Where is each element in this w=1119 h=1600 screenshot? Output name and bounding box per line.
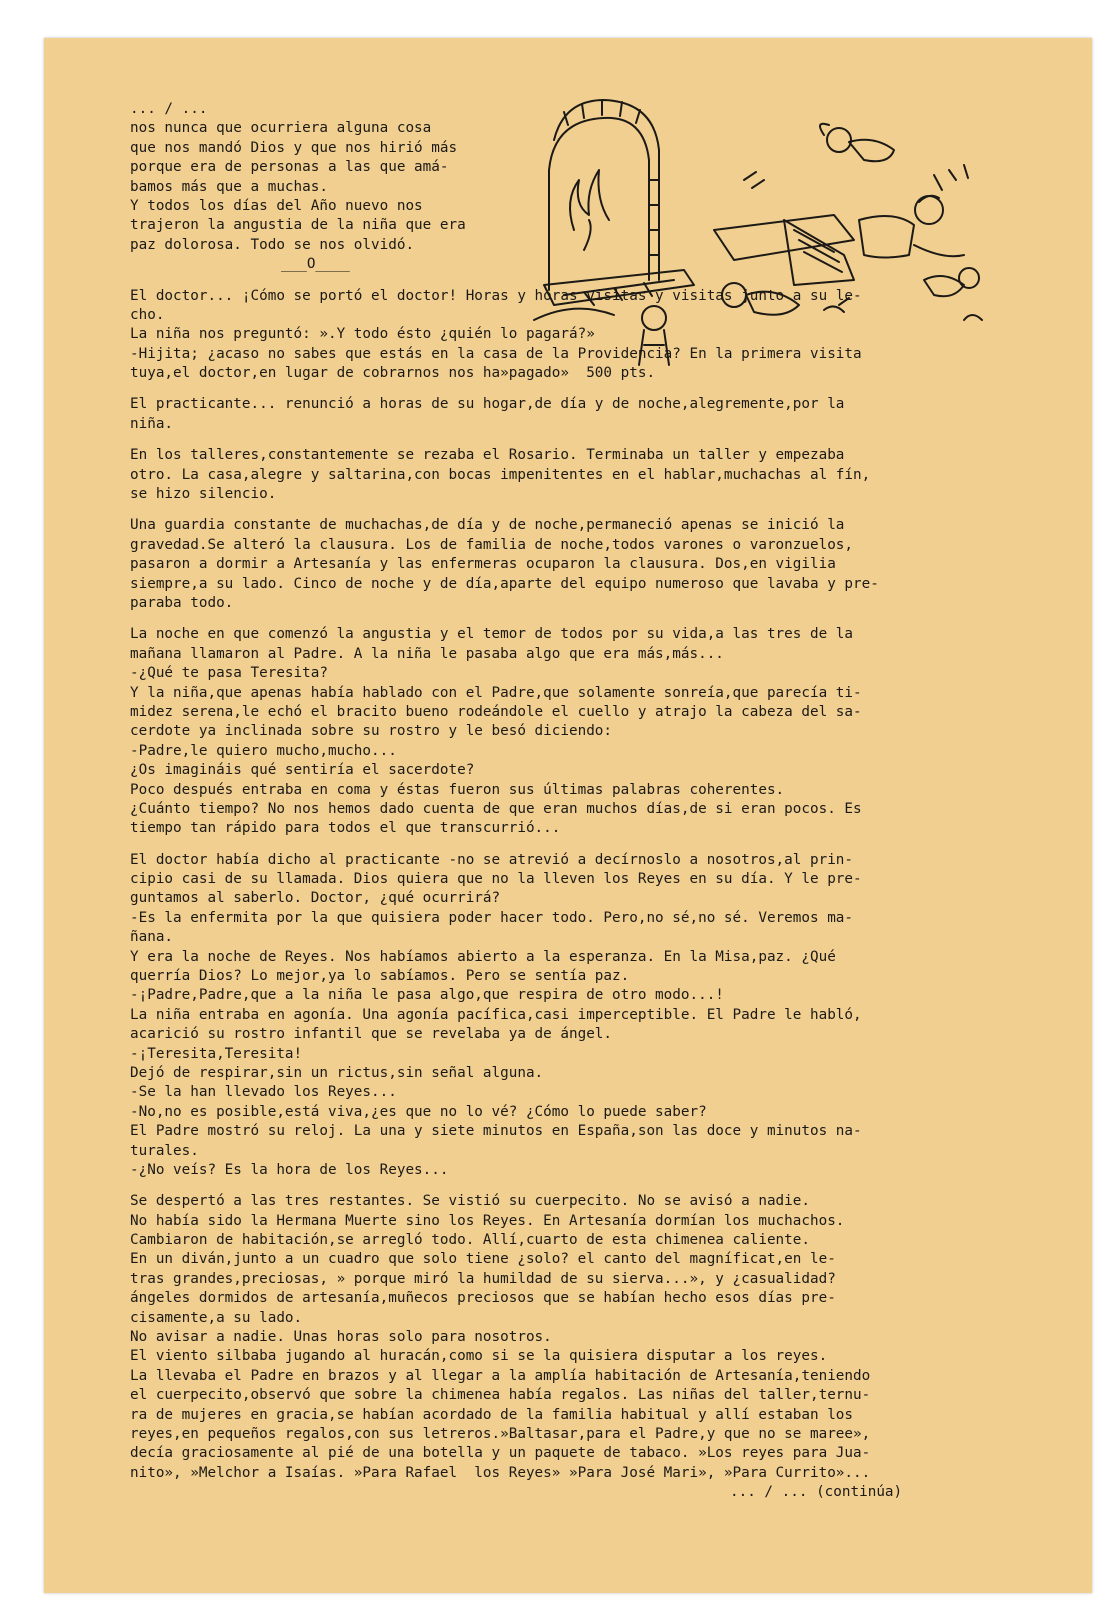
text-line: Una guardia constante de muchachas,de día y de noche,permaneció apenas se inició la <box>130 517 845 534</box>
text-line: porque era de personas a las que amá- <box>130 159 449 176</box>
text-line: El doctor había dicho al practicante -no se atrevió a decírnoslo a nosotros,al prin- <box>130 851 854 868</box>
text-line: cerdote ya inclinada sobre su rostro y le besó diciendo: <box>130 723 613 740</box>
text-line: Y era la noche de Reyes. Nos habíamos abierto a la esperanza. En la Misa,paz. ¿Qué <box>130 948 836 965</box>
text-line: paraba todo. <box>130 594 234 611</box>
text-line: tras grandes,preciosas, » porque miró la humildad de su sierva...», y ¿casualidad? <box>130 1270 836 1287</box>
text-line: No había sido la Hermana Muerte sino los Reyes. En Artesanía dormían los muchachos. <box>130 1212 845 1229</box>
text-line: El Padre mostró su reloj. La una y siete minutos en España,son las doce y minutos na- <box>130 1123 862 1140</box>
text-line: trajeron la angustia de la niña que era <box>130 217 466 234</box>
text-line: Y la niña,que apenas había hablado con el Padre,que solamente sonreía,que parecía ti- <box>130 684 862 701</box>
text-line: La llevaba el Padre en brazos y al llegar a la amplía habitación de Artesanía,teniendo <box>130 1367 871 1384</box>
text-line: El practicante... renunció a horas de su hogar,de día y de noche,alegremente,por la <box>130 396 845 413</box>
text-line: querría Dios? Lo mejor,ya lo sabíamos. Pero se sentía paz. <box>130 968 630 985</box>
continuation-footer: ... / ... (continúa) <box>730 1484 903 1501</box>
text-line: -Hijita; ¿acaso no sabes que estás en la casa de la Providencia? En la primera visita <box>130 345 862 362</box>
text-line: paz dolorosa. Todo se nos olvidó. <box>130 236 415 253</box>
text-line: Poco después entraba en coma y éstas fueron sus últimas palabras coherentes. <box>130 781 785 798</box>
text-line: -¿No veís? Es la hora de los Reyes... <box>130 1161 449 1178</box>
text-line: -No,no es posible,está viva,¿es que no lo vé? ¿Cómo lo puede saber? <box>130 1103 707 1120</box>
text-line: -Se la han llevado los Reyes... <box>130 1084 397 1101</box>
text-line: ¿Os imagináis qué sentiría el sacerdote? <box>130 762 475 779</box>
text-line: ¿Cuánto tiempo? No nos hemos dado cuenta de que eran muchos días,de si eran pocos. Es <box>130 800 862 817</box>
text-line: otro. La casa,alegre y saltarina,con bocas impenitentes en el hablar,muchachas al fín, <box>130 466 871 483</box>
text-line: -¡Padre,Padre,que a la niña le pasa algo,que respira de otro modo...! <box>130 987 724 1004</box>
text-line: mañana llamaron al Padre. A la niña le pasaba algo que era más,más... <box>130 645 724 662</box>
document-page <box>44 38 1092 1593</box>
text-line: La niña nos preguntó: ».Y todo ésto ¿quién lo pagará?» <box>130 326 595 343</box>
text-line: nito», »Melchor a Isaías. »Para Rafael los Reyes» »Para José Mari», »Para Currito»... <box>130 1464 871 1481</box>
archive-watermark <box>724 1508 1024 1578</box>
typed-letter <box>130 100 1010 1503</box>
text-line: -Padre,le quiero mucho,mucho... <box>130 742 397 759</box>
text-line: Y todos los días del Año nuevo nos <box>130 197 423 214</box>
text-line: No avisar a nadie. Unas horas solo para nosotros. <box>130 1329 552 1346</box>
text-line: que nos mandó Dios y que nos hirió más <box>130 139 458 156</box>
text-line: cho. <box>130 306 165 323</box>
text-line: nos nunca que ocurriera alguna cosa <box>130 120 432 137</box>
text-line: guntamos al saberlo. Doctor, ¿qué ocurrirá? <box>130 890 501 907</box>
text-line: se hizo silencio. <box>130 486 277 503</box>
text-line: La noche en que comenzó la angustia y el temor de todos por su vida,a las tres de la <box>130 626 854 643</box>
text-line: tuya,el doctor,en lugar de cobrarnos nos ha»pagado» 500 pts. <box>130 365 656 382</box>
text-line: pasaron a dormir a Artesanía y las enfermeras ocuparon la clausura. Dos,en vigilia <box>130 556 836 573</box>
text-line: decía graciosamente al pié de una botella y un paquete de tabaco. »Los reyes para Jua- <box>130 1445 871 1462</box>
text-line: El doctor... ¡Cómo se portó el doctor! Horas y horas visitas y visitas junto a su le- <box>130 287 862 304</box>
text-line: siempre,a su lado. Cinco de noche y de día,aparte del equipo numeroso que lavaba y pre- <box>130 575 879 592</box>
text-line: -¿Qué te pasa Teresita? <box>130 665 328 682</box>
text-line: En los talleres,constantemente se rezaba el Rosario. Terminaba un taller y empezaba <box>130 447 845 464</box>
text-line: Cambiaron de habitación,se arregló todo. Allí,cuarto de esta chimenea caliente. <box>130 1232 810 1249</box>
text-line: reyes,en pequeños regalos,con sus letreros.»Baltasar,para el Padre,y que no se maree», <box>130 1426 871 1442</box>
text-line: midez serena,le echó el bracito bueno rodeándole el cuello y atrajo la cabeza del sa- <box>130 703 862 720</box>
text-line: ñana. <box>130 929 174 946</box>
text-line: gravedad.Se alteró la clausura. Los de familia de noche,todos varones o varonzuelos, <box>130 536 854 553</box>
text-line: ra de mujeres en gracia,se habían acordado de la familia habitual y allí estaban los <box>130 1406 854 1423</box>
text-line: ángeles dormidos de artesanía,muñecos preciosos que se habían hecho esos días pre- <box>130 1290 836 1307</box>
text-line: El viento silbaba jugando al huracán,como si se la quisiera disputar a los reyes. <box>130 1348 828 1365</box>
text-line: tiempo tan rápido para todos el que transcurrió... <box>130 820 561 837</box>
text-line: -¡Teresita,Teresita! <box>130 1045 303 1062</box>
text-line: -Es la enfermita por la que quisiera poder hacer todo. Pero,no sé,no sé. Veremos ma- <box>130 909 854 926</box>
text-line: turales. <box>130 1142 199 1159</box>
text-line: cipio casi de su llamada. Dios quiera que no la lleven los Reyes en su día. Y le pre- <box>130 871 862 888</box>
text-line: Dejó de respirar,sin un rictus,sin señal alguna. <box>130 1064 544 1081</box>
text-line: acarició su rostro infantil que se revelaba ya de ángel. <box>130 1026 613 1043</box>
section-divider: ___O____ <box>281 256 350 273</box>
text-line: La niña entraba en agonía. Una agonía pacífica,casi imperceptible. El Padre le habló, <box>130 1006 862 1023</box>
text-line: Se despertó a las tres restantes. Se vistió su cuerpecito. No se avisó a nadie. <box>130 1193 810 1210</box>
text-line: niña. <box>130 415 174 432</box>
text-line: el cuerpecito,observó que sobre la chimenea había regalos. Las niñas del taller,ternu- <box>130 1387 871 1404</box>
page-continuation-header: ... / ... <box>130 101 208 117</box>
text-line: bamos más que a muchas. <box>130 178 328 195</box>
text-line: En un diván,junto a un cuadro que solo tiene ¿solo? el canto del magníficat,en le- <box>130 1251 836 1268</box>
text-line: cisamente,a su lado. <box>130 1309 303 1326</box>
